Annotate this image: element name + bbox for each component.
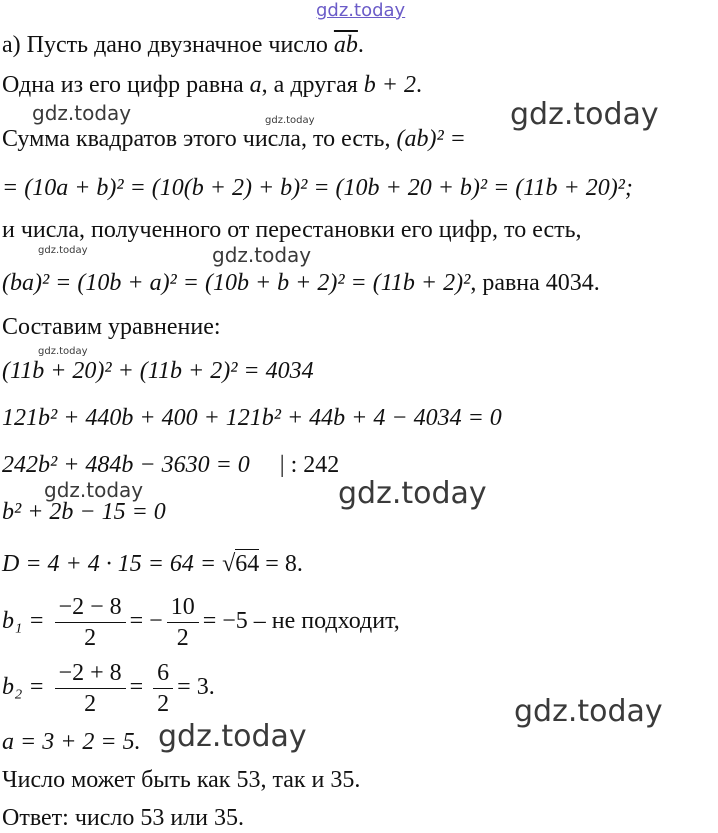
b2-fraction-2 xyxy=(153,658,173,719)
ba-suffix: , равна 4034. xyxy=(470,270,600,296)
intro-text: а) Пусть дано двузначное число xyxy=(2,32,334,58)
b2-den: 2 xyxy=(84,691,97,717)
number-line xyxy=(2,765,360,795)
b1-den2: 2 xyxy=(176,625,189,651)
equation-3 xyxy=(2,450,339,480)
b1-suffix: = −5 – не подходит, xyxy=(202,608,400,635)
b1-den: 2 xyxy=(84,625,97,651)
equation-1 xyxy=(2,356,314,386)
watermark: gdz.today xyxy=(514,694,663,729)
digit-b-expr: b + 2 xyxy=(363,72,416,98)
b2-fraction xyxy=(55,658,126,719)
digits-suffix: . xyxy=(415,72,422,98)
expand-ab: = (10a + b)² = (10(b + 2) + b)² = (10b + 20 + b)² = (11b + 20)²; xyxy=(2,175,633,201)
eq1: (11b + 20)² + (11b + 2)² = 4034 xyxy=(2,358,314,384)
equation-4 xyxy=(2,497,166,527)
watermark-top: gdz.today xyxy=(316,0,406,21)
watermark: gdz.today xyxy=(32,101,132,125)
sum-text: Сумма квадратов этого числа, то есть, xyxy=(2,126,397,152)
b1-fraction xyxy=(55,592,126,653)
b2-line xyxy=(2,658,215,719)
eq2: 121b² + 440b + 400 + 121b² + 44b + 4 − 4034 = 0 xyxy=(2,405,502,431)
discriminant-line xyxy=(2,549,303,579)
b1-line xyxy=(2,592,400,653)
b2-den2: 2 xyxy=(157,691,170,717)
watermark: gdz.today xyxy=(158,719,307,754)
a-value-line xyxy=(2,727,141,757)
eq4: b² + 2b − 15 = 0 xyxy=(2,499,166,525)
digits-mid: , а другая xyxy=(261,72,364,98)
compose-text: Составим уравнение: xyxy=(2,314,221,340)
b1-fraction-2 xyxy=(167,592,199,653)
disc-root: 64 xyxy=(235,551,260,577)
b2-label: b₂ = xyxy=(2,674,51,701)
disc-prefix: D = 4 + 4 · 15 = 64 = xyxy=(2,551,223,577)
sum-expr: (ab)² = xyxy=(396,126,466,152)
digits-line xyxy=(2,70,422,100)
a-value: a = 3 + 2 = 5. xyxy=(2,729,141,755)
b1-num: −2 − 8 xyxy=(55,592,126,623)
watermark: gdz.today xyxy=(38,245,88,256)
watermark: gdz.today xyxy=(265,115,315,126)
ba-line xyxy=(2,268,600,298)
compose-line xyxy=(2,312,221,342)
equation-2 xyxy=(2,403,502,433)
b1-mid: = − xyxy=(129,608,163,635)
sum-line xyxy=(2,124,466,154)
b2-num: −2 + 8 xyxy=(55,658,126,689)
swap-line xyxy=(2,215,582,245)
disc-suffix: = 8. xyxy=(259,551,303,577)
b1-num2: 10 xyxy=(167,592,199,623)
watermark: gdz.today xyxy=(338,476,487,511)
watermark: gdz.today xyxy=(510,97,659,132)
b2-num2: 6 xyxy=(153,658,173,689)
eq3: 242b² + 484b − 3630 = 0 xyxy=(2,452,250,478)
intro-line xyxy=(2,30,364,60)
b2-suffix: = 3. xyxy=(177,674,215,701)
expand-ab-line xyxy=(2,173,633,203)
swap-text: и числа, полученного от перестановки его цифр, то есть, xyxy=(2,217,582,243)
number-text: Число может быть как 53, так и 35. xyxy=(2,767,361,793)
digit-a: a xyxy=(249,72,262,98)
ba-expr: (ba)² = (10b + a)² = (10b + b + 2)² = (11b + 2)² xyxy=(2,270,471,296)
eq3-div: | : 242 xyxy=(279,452,340,478)
intro-suffix: . xyxy=(357,32,364,58)
digits-text: Одна из его цифр равна xyxy=(2,72,250,98)
number-ab: $\overline{ab}$ xyxy=(333,32,358,58)
watermark: gdz.today xyxy=(38,346,88,357)
b2-mid: = xyxy=(129,674,150,701)
sqrt-icon: √ xyxy=(222,551,236,577)
watermark: gdz.today xyxy=(212,243,312,267)
answer-line xyxy=(2,803,244,833)
b1-label: b₁ = xyxy=(2,608,51,635)
answer-text: Ответ: число 53 или 35. xyxy=(2,805,245,831)
watermark: gdz.today xyxy=(44,478,144,502)
